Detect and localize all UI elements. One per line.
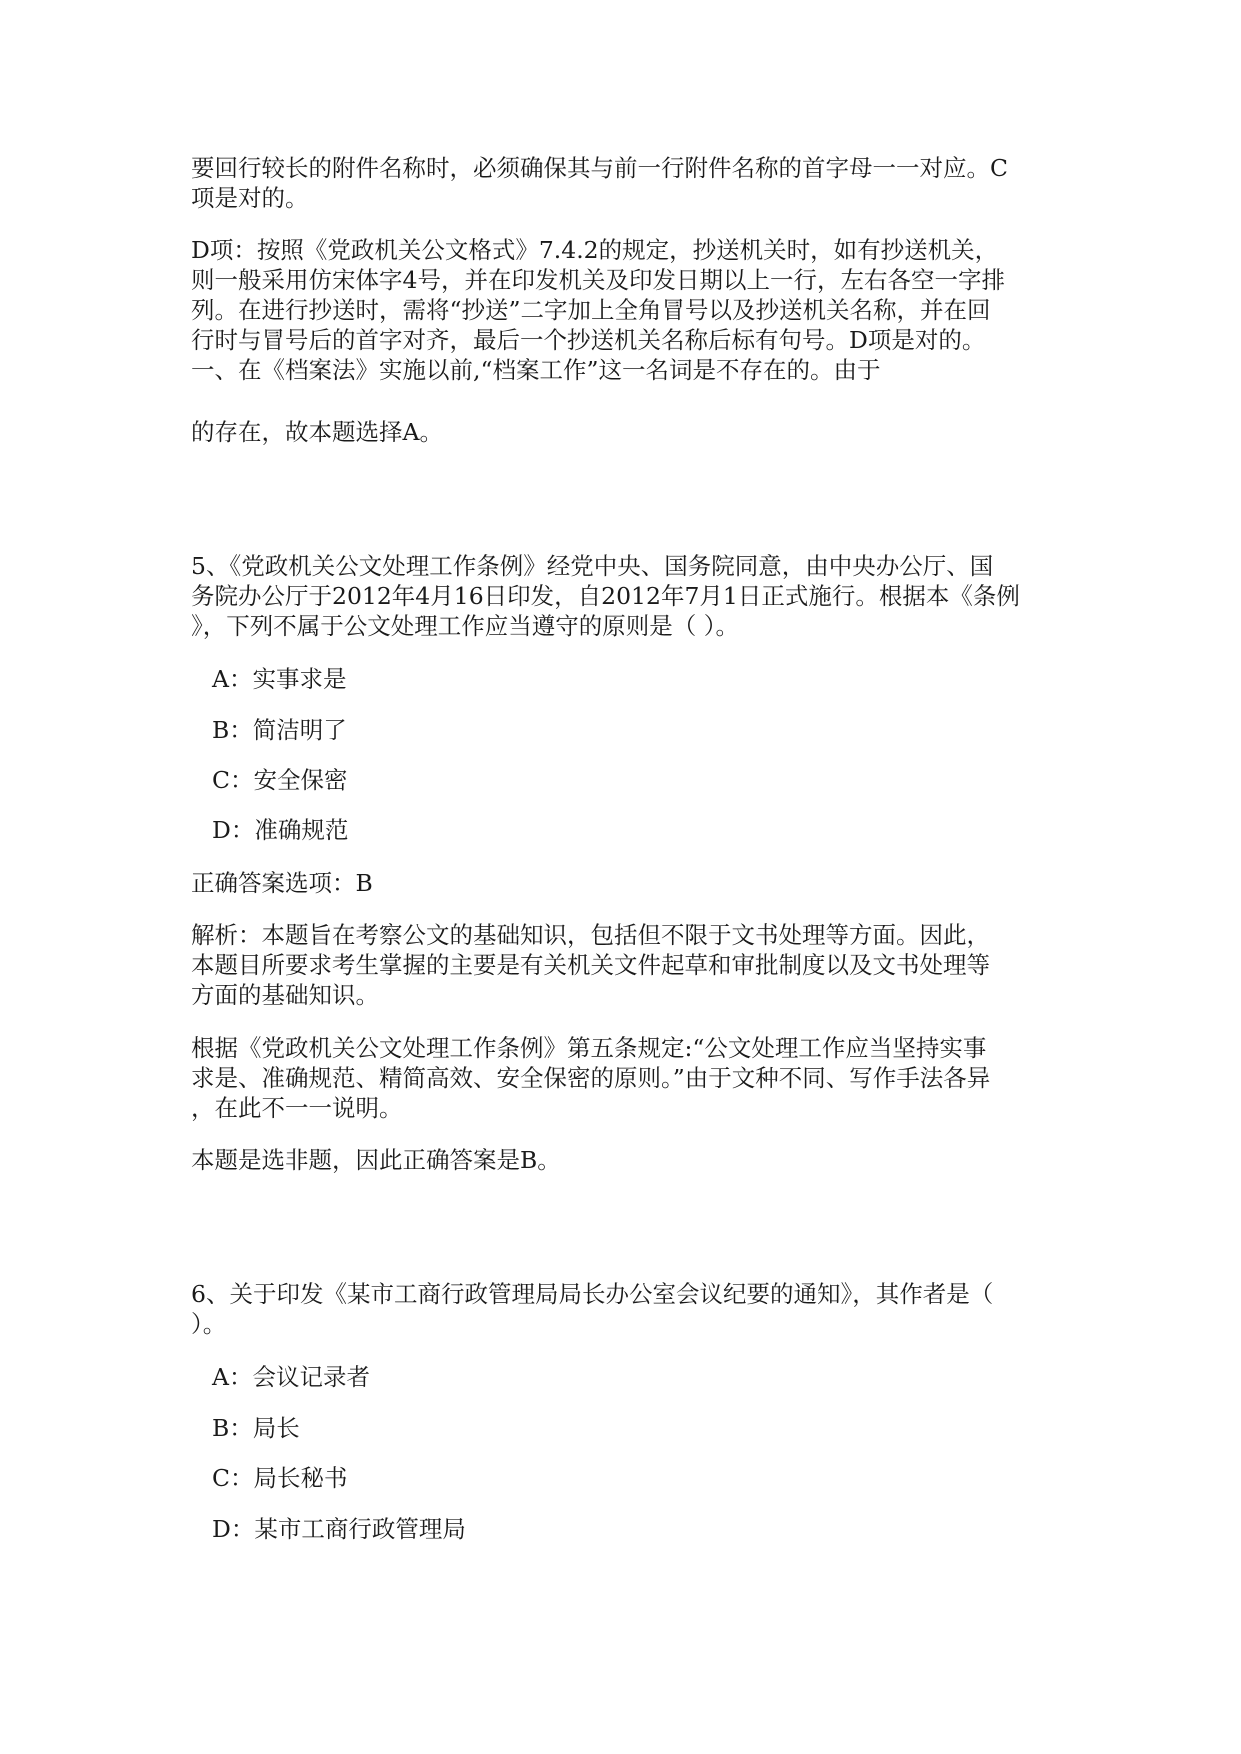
option-text: B：简洁明了 bbox=[212, 716, 347, 744]
prev-conclusion bbox=[191, 417, 1061, 447]
question-5-analysis-1 bbox=[191, 920, 1061, 1010]
text-line: 解析：本题旨在考察公文的基础知识，包括但不限于文书处理等方面。因此， bbox=[191, 921, 990, 949]
text-line: 项是对的。 bbox=[191, 184, 309, 212]
text-line: 行时与冒号后的首字对齐，最后一个抄送机关名称后标有句号。D项是对的。 bbox=[191, 326, 986, 354]
option-text: D：某市工商行政管理局 bbox=[212, 1515, 466, 1543]
text-line: 则一般采用仿宋体字4号，并在印发机关及印发日期以上一行，左右各空一字排 bbox=[191, 266, 1005, 294]
option-text: D：准确规范 bbox=[212, 816, 349, 844]
question-5-stem bbox=[191, 551, 1061, 641]
prev-d-paragraph bbox=[191, 235, 1061, 385]
option-text: A：会议记录者 bbox=[212, 1363, 370, 1391]
answer-text: 正确答案选项：B bbox=[191, 869, 373, 897]
question-6-option-d bbox=[212, 1514, 1082, 1544]
text-line: 求是、准确规范、精简高效、安全保密的原则。”由于文种不同、写作手法各异 bbox=[191, 1064, 991, 1092]
text-line: 一、在《档案法》实施以前,“档案工作”这一名词是不存在的。由于 bbox=[191, 356, 881, 384]
question-6-option-c bbox=[212, 1463, 1082, 1493]
text-line: 本题目所要求考生掌握的主要是有关机关文件起草和审批制度以及文书处理等 bbox=[191, 951, 990, 979]
question-5-conclusion bbox=[191, 1145, 1061, 1175]
option-text: B：局长 bbox=[212, 1414, 300, 1442]
text-line: 6、关于印发《某市工商行政管理局局长办公室会议纪要的通知》，其作者是（ bbox=[191, 1280, 994, 1308]
text-line: 5、《党政机关公文处理工作条例》经党中央、国务院同意，由中央办公厅、国 bbox=[191, 552, 994, 580]
question-5-analysis-2 bbox=[191, 1033, 1061, 1123]
option-text: C：安全保密 bbox=[212, 766, 348, 794]
option-text: C：局长秘书 bbox=[212, 1464, 348, 1492]
text-line: 的存在，故本题选择A。 bbox=[191, 418, 443, 446]
text-line: 本题是选非题，因此正确答案是B。 bbox=[191, 1146, 561, 1174]
text-line: 务院办公厅于2012年4月16日印发，自2012年7月1日正式施行。根据本《条例 bbox=[191, 582, 1020, 610]
text-line: 》，下列不属于公文处理工作应当遵守的原则是（ ）。 bbox=[191, 612, 739, 640]
text-line: D项：按照《党政机关公文格式》7.4.2的规定，抄送机关时，如有抄送机关， bbox=[191, 236, 999, 264]
question-5-option-c bbox=[212, 765, 1082, 795]
question-6-option-a bbox=[212, 1362, 1082, 1392]
question-5-option-b bbox=[212, 715, 1082, 745]
text-line: ）。 bbox=[191, 1310, 227, 1338]
question-6-option-b bbox=[212, 1413, 1082, 1443]
question-5-answer bbox=[191, 868, 1061, 898]
text-line: 根据《党政机关公文处理工作条例》第五条规定:“公文处理工作应当坚持实事 bbox=[191, 1034, 987, 1062]
question-5-option-d bbox=[212, 815, 1082, 845]
text-line: ，在此不一一说明。 bbox=[191, 1094, 403, 1122]
text-line: 方面的基础知识。 bbox=[191, 981, 379, 1009]
text-line: 列。在进行抄送时，需将“抄送”二字加上全角冒号以及抄送机关名称，并在回 bbox=[191, 296, 991, 324]
question-5-option-a bbox=[212, 664, 1082, 694]
question-6-stem bbox=[191, 1279, 1061, 1339]
prev-c-paragraph bbox=[191, 153, 1061, 213]
option-text: A：实事求是 bbox=[212, 665, 347, 693]
text-line: 要回行较长的附件名称时，必须确保其与前一行附件名称的首字母一一对应。C bbox=[191, 154, 1008, 182]
